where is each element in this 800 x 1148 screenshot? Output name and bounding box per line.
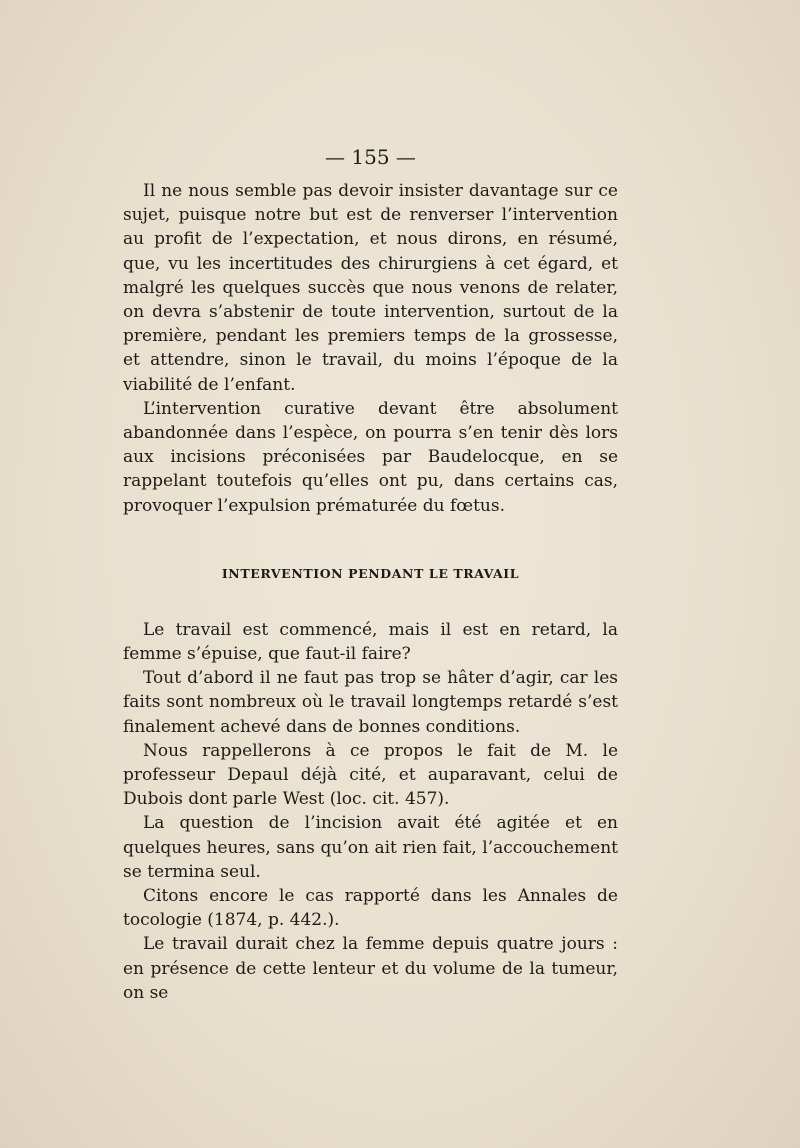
section-heading: INTERVENTION PENDANT LE TRAVAIL [221,565,520,581]
paragraph: Il ne nous semble pas devoir insister davantage sur ce sujet, puisque notre but est de renverser l’intervention au profit de l’expectation, et nous dirons, en résumé, que, vu les incertitudes des chirurgiens à cet égard, et malgré les quelques succès que nous venons de relater, on devra s’abstenir de toute intervention, surtout de la première, pendant les premiers temps de la grossesse, et attendre, sinon le travail, du moins l’époque de la viabilité de l’enfant. [123,181,618,395]
paragraph: Nous rappellerons à ce propos le fait de M. le professeur Depaul déjà cité, et auparavant, celui de Dubois dont parle West (loc. cit. 457). [123,740,618,810]
paragraph: La question de l’incision avait été agitée et en quelques heures, sans qu’on ait rien fait, l’accouchement se termina seul. [123,813,618,882]
paragraph: Citons encore le cas rapporté dans les Annales de tocologie (1874, p. 442.). [123,886,618,931]
text-block [123,145,618,1005]
paragraph: Le travail est commencé, mais il est en retard, la femme s’épuise, que faut-il faire? [123,619,618,665]
paragraph: L’intervention curative devant être absolument abandonnée dans l’espèce, on pourra s’en tenir dès lors aux incisions préconisées par Baudelocque, en se rappelant toutefois qu’elles ont pu, dans certains cas, provoquer l’expulsion prématurée du fœtus. [123,398,618,516]
paragraph: Tout d’abord il ne faut pas trop se hâter d’agir, car les faits sont nombreux où le travail longtemps retardé s’est finalement achevé dans de bonnes conditions. [123,668,618,737]
paragraph: Le travail durait chez la femme depuis quatre jours : en présence de cette lenteur et du volume de la tumeur, on se [123,934,618,1003]
page-number: — 155 — [325,145,416,169]
